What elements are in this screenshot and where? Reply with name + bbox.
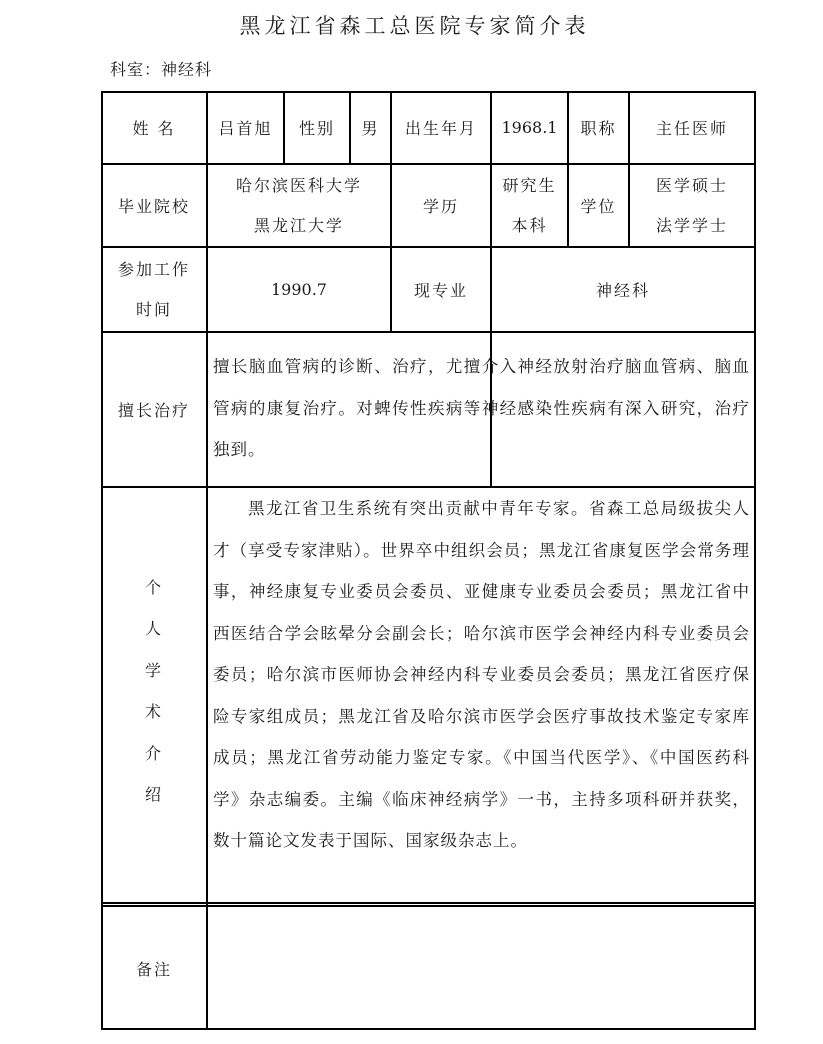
- education-label: 学历: [422, 197, 459, 216]
- name-value: 吕首旭: [218, 119, 273, 138]
- school-values: [207, 164, 391, 247]
- school-1: 哈尔滨医科大学: [235, 175, 362, 195]
- degree-values: [629, 164, 755, 247]
- remarks-value: [207, 907, 755, 1029]
- gender-label: 性别: [298, 119, 335, 138]
- document-title: 黑龙江省森工总医院专家简介表: [239, 14, 590, 38]
- degree-1: 医学硕士: [655, 175, 728, 195]
- department-label: 科室：: [110, 60, 162, 79]
- gender-value: 男: [361, 119, 380, 138]
- department-line: [110, 60, 212, 80]
- expertise-label: 擅长治疗: [117, 401, 190, 420]
- expertise-text: 擅长脑血管病的诊断、治疗，尤擅介入神经放射治疗脑血管病、脑血管病的康复治疗。对蜱传性疾病等神经感染性疾病有深入研究，治疗独到。: [213, 357, 750, 459]
- birth-value: 1968.1: [501, 118, 558, 137]
- degree-2: 法学学士: [655, 215, 728, 235]
- job-title-label: 职称: [580, 119, 617, 138]
- specialty-label: 现专业: [413, 281, 468, 300]
- education-1: 研究生: [502, 175, 557, 195]
- job-title-value: 主任医师: [655, 119, 728, 138]
- degree-label: 学位: [580, 197, 617, 216]
- name-label: 姓 名: [132, 119, 176, 138]
- academic-intro-text: 黑龙江省卫生系统有突出贡献中青年专家。省森工总局级拔尖人才（享受专家津贴）。世界卒中组织会员；黑龙江省康复医学会常务理事，神经康复专业委员会委员、亚健康专业委员会委员；黑龙江省中西医结合学会眩晕分会副会长；哈尔滨市医学会神经内科专业委员会委员；哈尔滨市医师协会神经内科专业委员会委员；黑龙江省医疗保险专家组成员；黑龙江省及哈尔滨市医学会医疗事故技术鉴定专家库成员；黑龙江省劳动能力鉴定专家。《中国当代医学》、《中国医药科学》杂志编委。主编《临床神经病学》一书，主持多项科研并获奖，数十篇论文发表于国际、国家级杂志上。: [213, 499, 750, 850]
- school-label: 毕业院校: [117, 197, 190, 216]
- birth-label: 出生年月: [404, 119, 477, 138]
- education-2: 本科: [511, 215, 548, 235]
- department-value: 神经科: [161, 60, 213, 79]
- work-start-label: 参加工作 时间: [117, 259, 190, 319]
- remarks-label: 备注: [135, 959, 172, 979]
- education-values: [491, 164, 568, 247]
- work-start-value: 1990.7: [271, 280, 327, 299]
- specialty-value: 神经科: [595, 281, 650, 300]
- academic-intro-label: 个 人 学 术 介 绍: [144, 577, 163, 804]
- school-2: 黑龙江大学: [253, 215, 344, 235]
